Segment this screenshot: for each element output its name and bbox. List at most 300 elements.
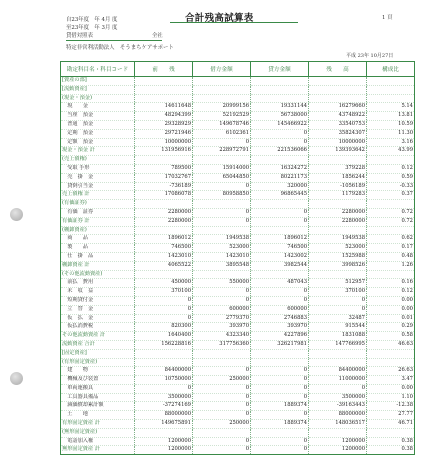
credit-amount: 56738000 [251, 112, 309, 121]
ending-balance [309, 77, 367, 86]
table-row [61, 393, 415, 402]
ending-balance [309, 85, 367, 94]
credit-amount: 16324272 [251, 164, 309, 173]
ending-balance [309, 428, 367, 437]
composition-ratio: 0.38 [367, 437, 415, 446]
ending-balance [309, 200, 367, 209]
composition-ratio: 43.99 [367, 147, 415, 156]
ending-balance: 1179283 [309, 191, 367, 200]
account-name: 現金・預金 計 [61, 147, 135, 156]
composition-ratio: 0.58 [367, 332, 415, 341]
composition-ratio [367, 156, 415, 165]
account-name: (現金・預金) [61, 94, 135, 103]
column-header-debit: 借方金額 [193, 62, 251, 77]
previous-balance: 2280000 [135, 208, 193, 217]
ending-balance: 1831088 [309, 332, 367, 341]
table-row [61, 173, 415, 182]
company-name: 特定非営利活動法人 そうまちケアサポート [66, 45, 174, 51]
composition-ratio: 0.38 [367, 446, 415, 455]
credit-amount: 600000 [251, 305, 309, 314]
table-row [61, 358, 415, 367]
ending-balance: 523000 [309, 244, 367, 253]
credit-amount: 746500 [251, 244, 309, 253]
debit-amount: 52192529 [193, 112, 251, 121]
credit-amount: 96865445 [251, 191, 309, 200]
table-row [61, 402, 415, 411]
debit-amount: 1949538 [193, 235, 251, 244]
composition-ratio [367, 428, 415, 437]
debit-amount: 0 [193, 411, 251, 420]
composition-ratio: 27.77 [367, 411, 415, 420]
table-row [61, 164, 415, 173]
composition-ratio: 0.00 [367, 305, 415, 314]
previous-balance: 3500000 [135, 393, 193, 402]
table-row [61, 226, 415, 235]
ending-balance: 2280000 [309, 208, 367, 217]
debit-amount: 317756360 [193, 340, 251, 349]
account-name: 土 地 [61, 411, 135, 420]
ending-balance: -1056189 [309, 182, 367, 191]
debit-amount: 80958850 [193, 191, 251, 200]
previous-balance: 29721946 [135, 129, 193, 138]
credit-amount: 0 [251, 208, 309, 217]
table-row [61, 85, 415, 94]
ending-balance: 0 [309, 296, 367, 305]
ending-balance: 1856244 [309, 173, 367, 182]
debit-amount [193, 270, 251, 279]
previous-balance: 0 [135, 384, 193, 393]
previous-balance: -37274169 [135, 402, 193, 411]
period-to: 至23年度 年 3月 度 [66, 25, 118, 31]
previous-balance: 149675891 [135, 420, 193, 429]
debit-amount: 0 [193, 138, 251, 147]
credit-amount: 221536066 [251, 147, 309, 156]
composition-ratio: 0.72 [367, 208, 415, 217]
composition-ratio: 11.30 [367, 129, 415, 138]
composition-ratio: 0.59 [367, 173, 415, 182]
debit-amount [193, 85, 251, 94]
previous-balance: 0 [135, 296, 193, 305]
debit-amount [193, 77, 251, 86]
previous-balance: 1423010 [135, 252, 193, 261]
account-name: 貸倒引当金 [61, 182, 135, 191]
previous-balance: 1640400 [135, 332, 193, 341]
account-name: 定額 預金 [61, 138, 135, 147]
ending-balance: 1200000 [309, 446, 367, 455]
table-row [61, 252, 415, 261]
ending-balance [309, 94, 367, 103]
account-name: 仮 払 金 [61, 314, 135, 323]
credit-amount [251, 85, 309, 94]
debit-amount: 65044850 [193, 173, 251, 182]
credit-amount: 19331144 [251, 103, 309, 112]
ending-balance: 148036517 [309, 420, 367, 429]
previous-balance: 450000 [135, 279, 193, 288]
table-row [61, 279, 415, 288]
table-row [61, 446, 415, 455]
column-header-balance: 残 高 [309, 62, 367, 77]
ending-balance: 43748922 [309, 112, 367, 121]
debit-amount: 228972791 [193, 147, 251, 156]
credit-amount: 80221173 [251, 173, 309, 182]
debit-amount: 523000 [193, 244, 251, 253]
debit-amount: 600000 [193, 305, 251, 314]
debit-amount: 0 [193, 437, 251, 446]
ending-balance: 33540753 [309, 120, 367, 129]
composition-ratio: 1.10 [367, 393, 415, 402]
previous-balance [135, 77, 193, 86]
account-name: 有価 証券 [61, 208, 135, 217]
previous-balance: 131956916 [135, 147, 193, 156]
table-row [61, 182, 415, 191]
debit-amount [193, 349, 251, 358]
composition-ratio: 10.59 [367, 120, 415, 129]
account-name: その他流動資産 計 [61, 332, 135, 341]
ending-balance [309, 358, 367, 367]
debit-amount: 1423010 [193, 252, 251, 261]
debit-amount: 0 [193, 296, 251, 305]
credit-amount [251, 77, 309, 86]
credit-amount: 326217981 [251, 340, 309, 349]
debit-amount: 250000 [193, 420, 251, 429]
credit-amount: 0 [251, 288, 309, 297]
credit-amount [251, 358, 309, 367]
composition-ratio: 0.16 [367, 279, 415, 288]
debit-amount: 250000 [193, 376, 251, 385]
debit-amount: 0 [193, 393, 251, 402]
ending-balance [309, 226, 367, 235]
debit-amount: 550000 [193, 279, 251, 288]
debit-amount: 15914000 [193, 164, 251, 173]
account-name: (売上債権) [61, 156, 135, 165]
debit-amount [193, 94, 251, 103]
debit-amount: 0 [193, 384, 251, 393]
account-name: 電話加入権 [61, 437, 135, 446]
credit-amount: 393970 [251, 323, 309, 332]
account-name: 流動資産 合計 [61, 340, 135, 349]
credit-amount [251, 428, 309, 437]
composition-ratio: 0.00 [367, 296, 415, 305]
credit-amount: 2746883 [251, 314, 309, 323]
table-row [61, 411, 415, 420]
previous-balance: 84400000 [135, 367, 193, 376]
credit-amount: 0 [251, 138, 309, 147]
table-row [61, 270, 415, 279]
debit-amount: 149678746 [193, 120, 251, 129]
ending-balance: 1525988 [309, 252, 367, 261]
period-from: 自23年度 年 4月 度 [66, 17, 118, 23]
previous-balance: 820300 [135, 323, 193, 332]
composition-ratio: 0.01 [367, 314, 415, 323]
account-name: 売 掛 金 [61, 173, 135, 182]
table-row [61, 323, 415, 332]
column-header-account: 勘定科目名・科目コード [61, 62, 135, 77]
debit-amount: 20999156 [193, 103, 251, 112]
account-name: 仮払消費税 [61, 323, 135, 332]
previous-balance: 17086078 [135, 191, 193, 200]
credit-amount: 0 [251, 367, 309, 376]
ending-balance: 512957 [309, 279, 367, 288]
composition-ratio: 1.26 [367, 261, 415, 270]
account-name: 仕 掛 品 [61, 252, 135, 261]
credit-amount: 0 [251, 384, 309, 393]
debit-amount: 0 [193, 208, 251, 217]
debit-amount: 0 [193, 217, 251, 226]
credit-amount: 1423002 [251, 252, 309, 261]
ending-balance: 11000000 [309, 376, 367, 385]
composition-ratio [367, 85, 415, 94]
account-name: 棚卸資産 計 [61, 261, 135, 270]
composition-ratio [367, 94, 415, 103]
account-name: 製 品 [61, 244, 135, 253]
table-row [61, 77, 415, 86]
table-row [61, 120, 415, 129]
credit-amount: 0 [251, 129, 309, 138]
table-row [61, 349, 415, 358]
account-name: [資産の部] [61, 77, 135, 86]
ending-balance [309, 156, 367, 165]
composition-ratio [367, 270, 415, 279]
previous-balance: 789500 [135, 164, 193, 173]
previous-balance: 370100 [135, 288, 193, 297]
account-name: 定期 預金 [61, 129, 135, 138]
report-type: 貸借対照表 [66, 33, 93, 39]
account-name: (有価証券) [61, 200, 135, 209]
previous-balance: 10750000 [135, 376, 193, 385]
previous-balance: 48294399 [135, 112, 193, 121]
previous-balance [135, 156, 193, 165]
credit-amount: 0 [251, 446, 309, 455]
composition-ratio [367, 226, 415, 235]
account-name: 立 替 金 [61, 305, 135, 314]
credit-amount: 1896012 [251, 235, 309, 244]
previous-balance: 156228816 [135, 340, 193, 349]
table-row [61, 129, 415, 138]
ending-balance: 16279660 [309, 103, 367, 112]
debit-amount [193, 156, 251, 165]
ending-balance [309, 349, 367, 358]
previous-balance [135, 226, 193, 235]
credit-amount [251, 156, 309, 165]
credit-amount [251, 270, 309, 279]
table-row [61, 191, 415, 200]
account-name: (棚卸資産) [61, 226, 135, 235]
account-name: 無形固定資産 計 [61, 446, 135, 455]
credit-amount: 3982544 [251, 261, 309, 270]
debit-amount: 393970 [193, 323, 251, 332]
table-row [61, 296, 415, 305]
ending-balance: 2280000 [309, 217, 367, 226]
previous-balance: 29328929 [135, 120, 193, 129]
account-name: [固定資産] [61, 349, 135, 358]
account-name: (無形固定資産) [61, 428, 135, 437]
table-row [61, 103, 415, 112]
debit-amount: 2779370 [193, 314, 251, 323]
table-row [61, 235, 415, 244]
previous-balance [135, 428, 193, 437]
table-row [61, 208, 415, 217]
credit-amount: 1889374 [251, 420, 309, 429]
ending-balance: 915544 [309, 323, 367, 332]
debit-amount [193, 200, 251, 209]
composition-ratio: 3.47 [367, 376, 415, 385]
composition-ratio: 5.14 [367, 103, 415, 112]
composition-ratio: 46.63 [367, 340, 415, 349]
composition-ratio: 0.17 [367, 244, 415, 253]
ending-balance: 35824307 [309, 129, 367, 138]
credit-amount: 4227896 [251, 332, 309, 341]
ending-balance: 379228 [309, 164, 367, 173]
credit-amount: 487043 [251, 279, 309, 288]
table-row [61, 367, 415, 376]
composition-ratio: 0.72 [367, 217, 415, 226]
composition-ratio: -12.38 [367, 402, 415, 411]
account-name: 機械及び装置 [61, 376, 135, 385]
table-row [61, 217, 415, 226]
trial-balance-sheet [60, 0, 414, 453]
composition-ratio: 0.12 [367, 164, 415, 173]
account-name: 売上債権 計 [61, 191, 135, 200]
table-row [61, 332, 415, 341]
account-name: 当座 預金 [61, 112, 135, 121]
debit-amount: 3895548 [193, 261, 251, 270]
table-header-row [61, 62, 415, 77]
composition-ratio: 46.71 [367, 420, 415, 429]
account-name: 前払 費用 [61, 279, 135, 288]
composition-ratio [367, 358, 415, 367]
table-row [61, 147, 415, 156]
previous-balance: 0 [135, 305, 193, 314]
debit-amount [193, 226, 251, 235]
previous-balance: 4065522 [135, 261, 193, 270]
ending-balance: 0 [309, 305, 367, 314]
ending-balance: 88000000 [309, 411, 367, 420]
binder-hole-top [10, 208, 23, 221]
credit-amount: 1889374 [251, 402, 309, 411]
ending-balance: 1949538 [309, 235, 367, 244]
table-row [61, 384, 415, 393]
account-name: 建 物 [61, 367, 135, 376]
department: 全社 [152, 33, 163, 39]
previous-balance [135, 94, 193, 103]
composition-ratio: 26.63 [367, 367, 415, 376]
previous-balance: 14611648 [135, 103, 193, 112]
composition-ratio: 0.37 [367, 191, 415, 200]
debit-amount: 0 [193, 402, 251, 411]
previous-balance: 1200000 [135, 437, 193, 446]
account-name: 商 品 [61, 235, 135, 244]
document-title: 合計残高試算表 [185, 13, 254, 24]
table-row [61, 261, 415, 270]
composition-ratio: 0.48 [367, 252, 415, 261]
ending-balance: 370100 [309, 288, 367, 297]
table-row [61, 428, 415, 437]
previous-balance: 1200000 [135, 446, 193, 455]
previous-balance: 746500 [135, 244, 193, 253]
previous-balance: 2280000 [135, 217, 193, 226]
composition-ratio: 3.16 [367, 138, 415, 147]
account-name: 有価証券 計 [61, 217, 135, 226]
debit-amount [193, 358, 251, 367]
credit-amount [251, 226, 309, 235]
account-name: 現 金 [61, 103, 135, 112]
ending-balance: 139393642 [309, 147, 367, 156]
credit-amount: 0 [251, 411, 309, 420]
ending-balance: 32487 [309, 314, 367, 323]
table-row [61, 112, 415, 121]
ending-balance: 147766995 [309, 340, 367, 349]
composition-ratio: -0.33 [367, 182, 415, 191]
account-name: (その他流動資産) [61, 270, 135, 279]
ending-balance: 1200000 [309, 437, 367, 446]
previous-balance: 10000000 [135, 138, 193, 147]
debit-amount [193, 428, 251, 437]
ending-balance: 3998526 [309, 261, 367, 270]
previous-balance [135, 200, 193, 209]
previous-balance [135, 358, 193, 367]
composition-ratio: 0.12 [367, 288, 415, 297]
previous-balance: 88000000 [135, 411, 193, 420]
column-header-credit: 貸方金額 [251, 62, 309, 77]
ending-balance: 84400000 [309, 367, 367, 376]
binder-hole-bottom [10, 372, 23, 385]
credit-amount: 0 [251, 217, 309, 226]
table-row [61, 288, 415, 297]
credit-amount: 0 [251, 393, 309, 402]
account-name: 工具器具備品 [61, 393, 135, 402]
credit-amount [251, 94, 309, 103]
account-name: 有形固定資産 計 [61, 420, 135, 429]
account-name: 普通 預金 [61, 120, 135, 129]
previous-balance: 0 [135, 314, 193, 323]
composition-ratio: 0.00 [367, 384, 415, 393]
debit-amount: 0 [193, 288, 251, 297]
account-name: [流動資産] [61, 85, 135, 94]
composition-ratio [367, 77, 415, 86]
table-row [61, 138, 415, 147]
ending-balance: 3500000 [309, 393, 367, 402]
composition-ratio [367, 349, 415, 358]
column-header-previous: 前 残 [135, 62, 193, 77]
ending-balance: 0 [309, 384, 367, 393]
title-underline [170, 22, 298, 23]
credit-amount: 0 [251, 296, 309, 305]
ending-balance: 10000000 [309, 138, 367, 147]
composition-ratio: 0.29 [367, 323, 415, 332]
debit-amount: 4323340 [193, 332, 251, 341]
table-row [61, 200, 415, 209]
table-row [61, 314, 415, 323]
table-row [61, 340, 415, 349]
previous-balance [135, 85, 193, 94]
previous-balance: 1896012 [135, 235, 193, 244]
table-body [61, 77, 415, 455]
previous-balance: -736189 [135, 182, 193, 191]
table-row [61, 156, 415, 165]
table-row [61, 94, 415, 103]
trial-balance-table [60, 61, 415, 455]
debit-amount: 0 [193, 446, 251, 455]
credit-amount [251, 349, 309, 358]
account-name: 減価償却累計額 [61, 402, 135, 411]
previous-balance: 17032767 [135, 173, 193, 182]
account-name: 受取 手形 [61, 164, 135, 173]
composition-ratio: 13.81 [367, 112, 415, 121]
previous-balance [135, 270, 193, 279]
account-name: 車両運搬具 [61, 384, 135, 393]
previous-balance [135, 349, 193, 358]
header-underline [66, 40, 162, 41]
